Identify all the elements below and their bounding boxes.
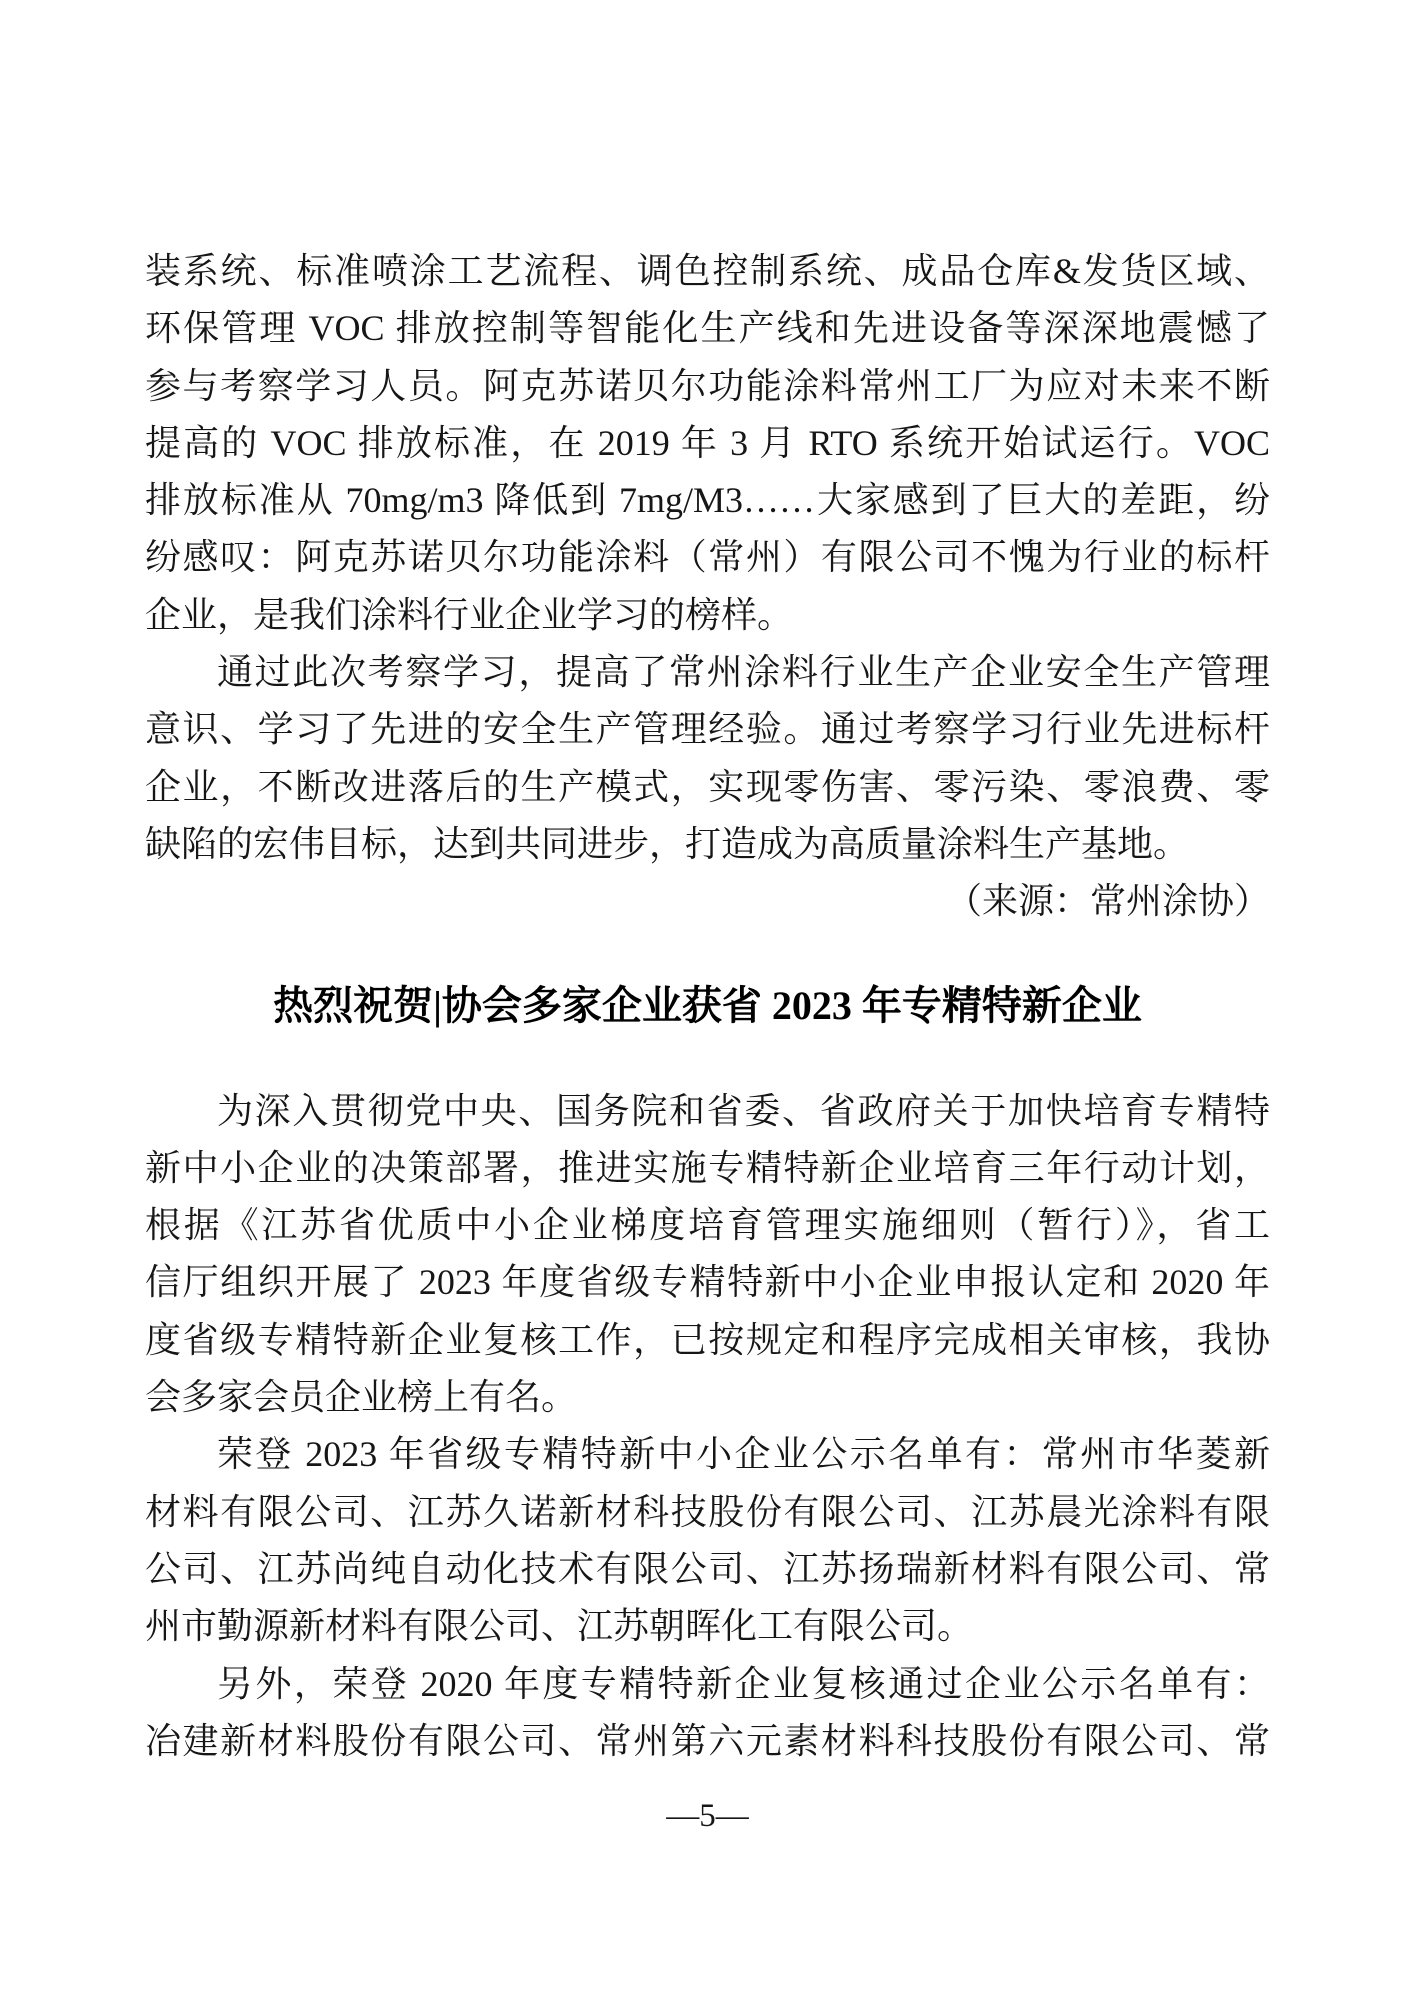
- body-text-line: 荣登 2023 年省级专精特新中小企业公示名单有：常州市华菱新: [217, 1434, 1270, 1475]
- body-text-line: 会多家会员企业榜上有名。: [145, 1377, 578, 1418]
- body-text-line: 缺陷的宏伟目标，达到共同进步，打造成为高质量涂料生产基地。: [145, 823, 1190, 864]
- section-heading: 热烈祝贺|协会多家企业获省 2023 年专精特新企业: [273, 982, 1142, 1028]
- body-text-line: 参与考察学习人员。阿克苏诺贝尔功能涂料常州工厂为应对未来不断: [145, 365, 1270, 406]
- body-text-line: 排放标准从 70mg/m3 降低到 7mg/M3……大家感到了巨大的差距，纷: [145, 480, 1270, 521]
- body-text-line: 意识、学习了先进的安全生产管理经验。通过考察学习行业先进标杆: [145, 709, 1270, 750]
- body-text-line: 纷感叹：阿克苏诺贝尔功能涂料（常州）有限公司不愧为行业的标杆: [145, 537, 1270, 578]
- body-text-line: 提高的 VOC 排放标准，在 2019 年 3 月 RTO 系统开始试运行。VOC: [145, 422, 1270, 463]
- body-text-line: 企业，是我们涂料行业企业学习的榜样。: [145, 594, 794, 635]
- page-number: —5—: [666, 1798, 749, 1834]
- body-text-line: 装系统、标准喷涂工艺流程、调色控制系统、成品仓库&发货区域、: [145, 251, 1270, 291]
- body-text-line: 冶建新材料股份有限公司、常州第六元素材料科技股份有限公司、常: [145, 1720, 1270, 1761]
- body-text-line: 通过此次考察学习，提高了常州涂料行业生产企业安全生产管理: [217, 652, 1270, 693]
- body-text-line: 信厅组织开展了 2023 年度省级专精特新中小企业申报认定和 2020 年: [145, 1262, 1270, 1303]
- body-text-line: 州市勤源新材料有限公司、江苏朝晖化工有限公司。: [145, 1606, 974, 1647]
- body-text-line: 另外，荣登 2020 年度专精特新企业复核通过企业公示名单有：: [217, 1663, 1270, 1704]
- body-text-line: 新中小企业的决策部署，推进实施专精特新企业培育三年行动计划，: [145, 1147, 1270, 1188]
- body-text-line: 度省级专精特新企业复核工作，已按规定和程序完成相关审核，我协: [145, 1319, 1270, 1360]
- body-text-line: 根据《江苏省优质中小企业梯度培育管理实施细则（暂行）》，省工: [145, 1205, 1270, 1246]
- source-attribution: （来源：常州涂协）: [945, 881, 1270, 922]
- body-text-line: 公司、江苏尚纯自动化技术有限公司、江苏扬瑞新材料有限公司、常: [145, 1548, 1270, 1589]
- body-text-line: 为深入贯彻党中央、国务院和省委、省政府关于加快培育专精特: [217, 1090, 1270, 1131]
- body-text-line: 环保管理 VOC 排放控制等智能化生产线和先进设备等深深地震憾了: [145, 308, 1270, 349]
- body-text-line: 企业，不断改进落后的生产模式，实现零伤害、零污染、零浪费、零: [145, 766, 1270, 807]
- body-text-line: 材料有限公司、江苏久诺新材科技股份有限公司、江苏晨光涂料有限: [145, 1491, 1270, 1532]
